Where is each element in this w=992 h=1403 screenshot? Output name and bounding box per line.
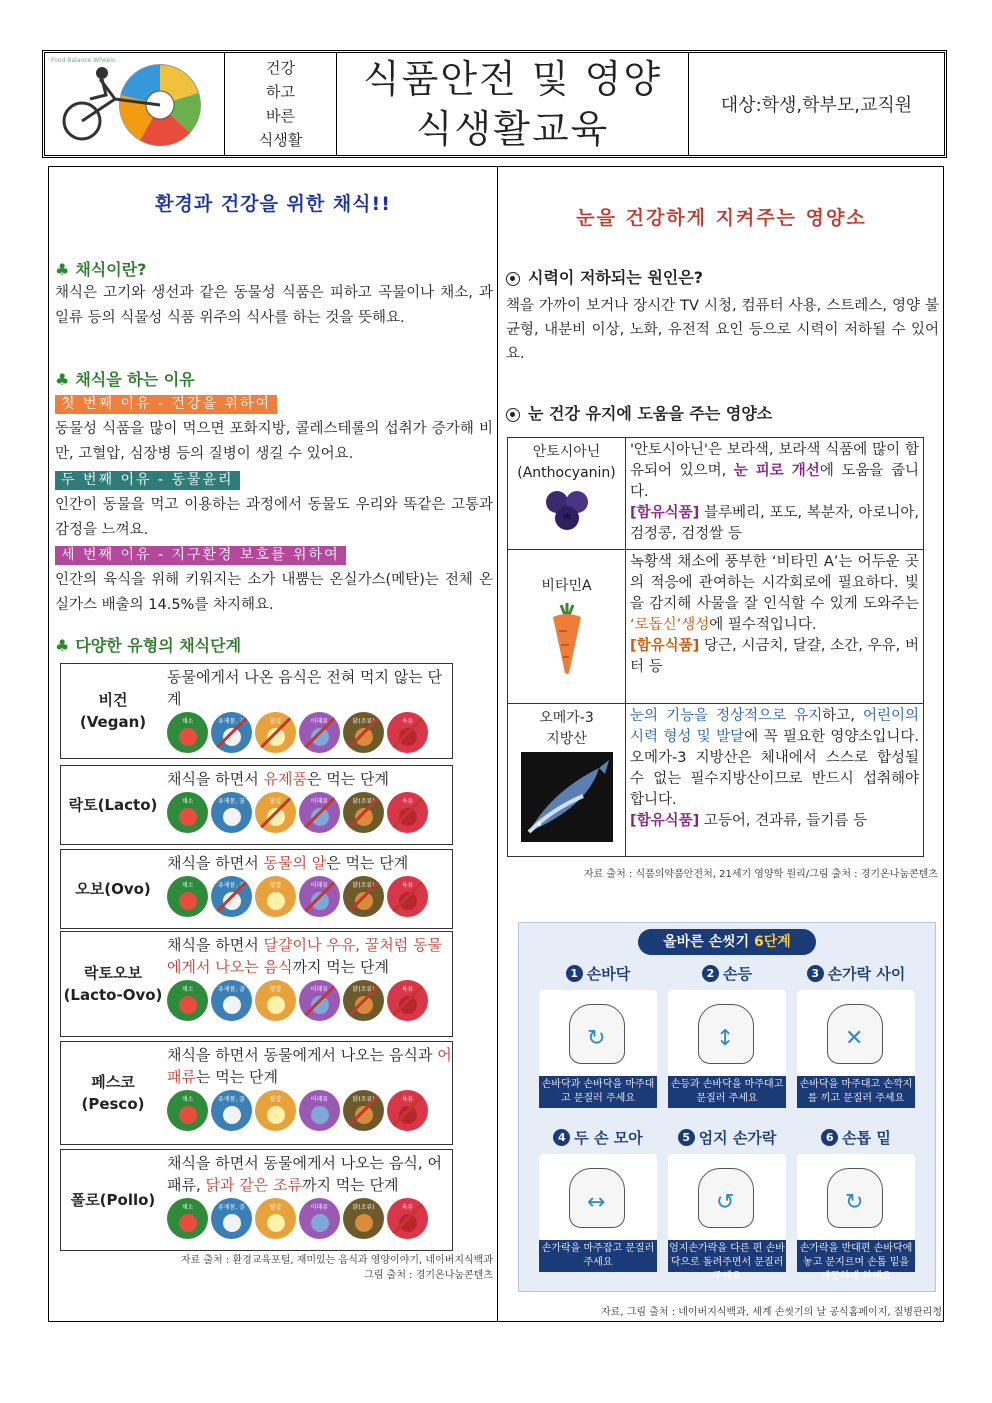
type-name-ko: 페스코 xyxy=(91,1073,135,1091)
food-group-label: 유제품, 꿀 xyxy=(218,1204,245,1211)
vegetarian-type-row xyxy=(60,849,453,929)
food-group-icon xyxy=(299,876,340,917)
food-group-icon xyxy=(211,980,252,1021)
food-group-icon xyxy=(211,1198,252,1239)
food-group-label: 달걀 xyxy=(269,1096,282,1103)
nutrient-highlight: 눈의 기능을 정상적으로 유지 xyxy=(630,708,823,724)
food-list: 당근, 시금치, 달걀, 소간, 우유, 버터 등 xyxy=(630,638,919,675)
motion-arrow-icon: ↻ xyxy=(845,1190,864,1215)
handwashing-title-steps: 6단계 xyxy=(754,934,791,950)
motion-arrow-icon: ↻ xyxy=(587,1026,606,1051)
type-body xyxy=(165,664,452,758)
food-group-label: 닭(조류) xyxy=(352,986,375,993)
food-icons xyxy=(167,876,452,917)
food-tag: [함유식품] xyxy=(630,638,700,654)
type-name xyxy=(61,766,165,844)
reason-text-2: 인간이 동물을 먹고 이용하는 과정에서 동물도 우리와 똑같은 고통과 감정을 느껴요. xyxy=(55,497,493,538)
type-desc-highlight: 닭과 같은 조류 xyxy=(205,1176,303,1194)
food-group-label: 닭(조류) xyxy=(352,882,375,889)
type-desc-text: 채식을 하면서 xyxy=(167,854,264,872)
type-desc-text: 채식을 하면서 동물에게서 나오는 음식과 xyxy=(167,1046,438,1064)
handwashing-title xyxy=(638,929,816,955)
food-group-icon xyxy=(299,712,340,753)
left-source xyxy=(57,1253,493,1283)
food-object-icon xyxy=(179,728,197,746)
food-group-label: 채소 xyxy=(181,1204,194,1211)
step-number: 6 xyxy=(821,1129,838,1146)
title-line-1: 식품안전 및 영양 xyxy=(362,57,663,101)
type-name xyxy=(61,1042,165,1144)
food-group-icon xyxy=(167,1198,208,1239)
step-heading xyxy=(539,963,657,984)
food-object-icon xyxy=(267,892,285,910)
food-object-icon xyxy=(311,1214,329,1232)
food-object-icon xyxy=(355,996,373,1014)
food-tag: [함유식품] xyxy=(630,813,700,829)
type-name xyxy=(61,664,165,758)
food-group-label: 어패류 xyxy=(310,1096,329,1103)
nutrient-table xyxy=(507,437,924,857)
blueberry-icon xyxy=(539,488,595,532)
type-desc-text: 까지 먹는 단계 xyxy=(292,958,389,976)
food-object-icon xyxy=(311,996,329,1014)
food-group-icon xyxy=(343,876,384,917)
food-group-icon xyxy=(255,1198,296,1239)
step-label: 손등 xyxy=(723,965,752,983)
food-object-icon xyxy=(267,996,285,1014)
step-heading xyxy=(797,1127,915,1148)
food-group-icon xyxy=(387,792,428,833)
types-heading-label: 다양한 유형의 채식단계 xyxy=(75,636,242,655)
bullet-icon xyxy=(506,272,520,286)
hand-icon xyxy=(668,990,786,1076)
food-object-icon xyxy=(355,1106,373,1124)
food-group-label: 육류 xyxy=(401,1096,414,1103)
type-name-ko: 비건 xyxy=(98,691,128,709)
food-group-icon xyxy=(299,1090,340,1131)
step-number: 2 xyxy=(702,965,719,982)
food-group-label: 닭(조류) xyxy=(352,718,375,725)
food-group-icon xyxy=(255,712,296,753)
club-icon: ♣ xyxy=(55,636,70,655)
cause-heading-label: 시력이 저하되는 원인은? xyxy=(528,268,703,287)
food-object-icon xyxy=(355,808,373,826)
side-line: 바른 xyxy=(266,107,295,125)
food-tag: [함유식품] xyxy=(630,505,700,521)
reason-bar-1: 첫 번째 이유 - 건강을 위하여 xyxy=(55,395,277,414)
motion-arrow-icon: ↕ xyxy=(716,1026,735,1051)
nutrient-name-cell xyxy=(508,438,626,549)
why-heading-label: 채식을 하는 이유 xyxy=(75,370,195,389)
food-object-icon xyxy=(179,808,197,826)
food-object-icon xyxy=(399,728,417,746)
food-group-label: 육류 xyxy=(401,986,414,993)
food-group-label: 채소 xyxy=(181,1096,194,1103)
type-description xyxy=(167,1152,452,1196)
food-group-label: 유제품, 꿀 xyxy=(218,718,245,725)
food-group-icon xyxy=(343,1198,384,1239)
step-number: 3 xyxy=(807,965,824,982)
nutrient-heading-label: 눈 건강 유지에 도움을 주는 영양소 xyxy=(528,404,773,423)
what-text: 채식은 고기와 생선과 같은 동물성 식품은 피하고 곡물이나 채소, 과일류 등의 식물성 식품 위주의 식사를 하는 것을 뜻해요. xyxy=(55,285,493,326)
food-group-label: 어패류 xyxy=(310,986,329,993)
food-object-icon xyxy=(179,1106,197,1124)
food-group-label: 닭(조류) xyxy=(352,1204,375,1211)
step-caption: 손등과 손바닥을 마주대고 문질러 주세요 xyxy=(668,1076,786,1108)
food-balance-wheel-logo xyxy=(45,53,225,155)
type-name-en: (Pesco) xyxy=(81,1095,145,1113)
food-group-icon xyxy=(387,1198,428,1239)
food-group-label: 달걀 xyxy=(269,986,282,993)
step-heading xyxy=(797,963,915,984)
food-icons xyxy=(167,980,452,1021)
food-object-icon xyxy=(311,728,329,746)
food-group-icon xyxy=(299,792,340,833)
step-heading xyxy=(668,1127,786,1148)
type-description xyxy=(167,1044,452,1088)
food-group-icon xyxy=(167,792,208,833)
food-group-label: 육류 xyxy=(401,1204,414,1211)
step-label: 손가락 사이 xyxy=(827,965,906,983)
type-description xyxy=(167,934,452,978)
nutrient-name-cell xyxy=(508,550,626,703)
mackerel-icon xyxy=(521,752,613,842)
nutrient-name: 비타민A xyxy=(541,578,592,594)
food-icons xyxy=(167,712,452,753)
food-object-icon xyxy=(267,1214,285,1232)
nutrient-highlight: 어린이의 시력 형성 및 발달 xyxy=(630,708,919,745)
motion-arrow-icon: ↔ xyxy=(587,1190,606,1215)
food-group-icon xyxy=(167,876,208,917)
food-group-icon xyxy=(343,792,384,833)
nutrient-desc-text: 에 필수적입니다. xyxy=(709,617,817,633)
food-group-icon xyxy=(167,712,208,753)
food-icons xyxy=(167,792,452,833)
food-group-label: 유제품, 꿀 xyxy=(218,986,245,993)
vegetarian-type-row xyxy=(60,663,453,759)
left-title: 환경과 건강을 위한 채식!! xyxy=(155,193,391,215)
food-group-label: 채소 xyxy=(181,718,194,725)
food-group-icon xyxy=(167,1090,208,1131)
what-heading xyxy=(55,257,146,280)
target-audience: 대상:학생,학부모,교직원 xyxy=(720,95,913,116)
handwashing-step xyxy=(539,1127,657,1272)
food-group-label: 육류 xyxy=(401,798,414,805)
type-desc-highlight: 달걀이나 우유, 꿀처럼 동물에게서 나오는 음식 xyxy=(167,936,442,976)
reason-bar-2: 두 번째 이유 - 동물윤리 xyxy=(55,471,240,490)
side-line: 하고 xyxy=(266,83,295,101)
food-object-icon xyxy=(223,808,241,826)
nutrient-desc-text: 에 도움을 줍니다. xyxy=(630,463,919,500)
food-group-icon xyxy=(343,1090,384,1131)
nutrient-name-en: (Anthocyanin) xyxy=(517,465,616,481)
nutrient-highlight: ‘로돕신’생성 xyxy=(630,617,710,633)
why-heading xyxy=(55,367,195,390)
food-group-icon xyxy=(255,980,296,1021)
food-group-icon xyxy=(299,980,340,1021)
type-desc-text: 채식을 하면서 동물에게서 나오는 음식, 어패류, xyxy=(167,1154,442,1194)
food-group-icon xyxy=(211,876,252,917)
type-desc-text: 까지 먹는 단계 xyxy=(302,1176,399,1194)
food-group-icon xyxy=(343,712,384,753)
type-desc-text: 채식을 하면서 xyxy=(167,936,264,954)
food-object-icon xyxy=(267,1106,285,1124)
food-object-icon xyxy=(399,1106,417,1124)
step-caption: 손바닥과 손바닥을 마주대고 문질러 주세요 xyxy=(539,1076,657,1108)
food-object-icon xyxy=(223,1106,241,1124)
handwashing-title-text: 올바른 손씻기 xyxy=(663,934,755,950)
type-desc-highlight: 동물의 알 xyxy=(263,854,327,872)
type-body xyxy=(165,1042,452,1144)
food-object-icon xyxy=(179,996,197,1014)
step-number: 1 xyxy=(566,965,583,982)
handwashing-step xyxy=(797,1127,915,1282)
hand-icon xyxy=(797,990,915,1076)
food-group-icon xyxy=(387,980,428,1021)
carrot-icon xyxy=(547,601,587,675)
food-object-icon xyxy=(355,728,373,746)
food-object-icon xyxy=(399,1214,417,1232)
type-name xyxy=(61,850,165,928)
nutrient-desc xyxy=(626,550,923,703)
food-object-icon xyxy=(223,1214,241,1232)
type-description xyxy=(167,768,452,790)
nutrient-highlight: 눈 피로 개선 xyxy=(733,463,820,479)
food-object-icon xyxy=(311,892,329,910)
handwashing-infographic xyxy=(518,922,936,1292)
reason-text-3: 인간의 육식을 위해 키워지는 소가 내뿜는 온실가스(메탄)는 전체 온실가스 배출의 14.5%를 차지해요. xyxy=(55,572,493,613)
food-object-icon xyxy=(179,1214,197,1232)
side-line: 식생활 xyxy=(258,131,303,149)
nutrient-name-en: 지방산 xyxy=(546,731,587,747)
food-group-label: 어패류 xyxy=(310,798,329,805)
type-desc-highlight: 어패류 xyxy=(167,1046,452,1086)
food-group-label: 채소 xyxy=(181,986,194,993)
hand-icon xyxy=(539,1154,657,1240)
step-label: 두 손 모아 xyxy=(574,1129,643,1147)
nutrient-desc-text: 하고, xyxy=(822,708,863,724)
main-content xyxy=(48,166,944,1322)
food-group-icon xyxy=(255,876,296,917)
type-name-ko: 오보(Ovo) xyxy=(75,880,151,898)
vegetarian-type-row xyxy=(60,1041,453,1145)
hand-icon xyxy=(797,1154,915,1240)
food-group-label: 육류 xyxy=(401,882,414,889)
type-body xyxy=(165,932,452,1036)
food-group-label: 유제품, 꿀 xyxy=(218,1096,245,1103)
side-line: 건강 xyxy=(266,59,295,77)
food-object-icon xyxy=(355,1214,373,1232)
step-caption: 손바닥을 마주대고 손깍지를 끼고 문질러 주세요 xyxy=(797,1076,915,1108)
food-object-icon xyxy=(399,892,417,910)
nutrient-name: 오메가-3 xyxy=(539,710,594,726)
food-object-icon xyxy=(267,808,285,826)
food-group-label: 달걀 xyxy=(269,718,282,725)
food-object-icon xyxy=(399,808,417,826)
food-group-icon xyxy=(255,792,296,833)
step-label: 엄지 손가락 xyxy=(698,1129,777,1147)
food-group-label: 채소 xyxy=(181,798,194,805)
type-body xyxy=(165,1150,452,1250)
nutrient-desc xyxy=(626,704,923,856)
right-column xyxy=(498,167,945,1321)
nutrient-row xyxy=(508,438,923,550)
step-heading xyxy=(668,963,786,984)
title-line-2: 식생활교육 xyxy=(415,107,610,151)
food-group-label: 어패류 xyxy=(310,882,329,889)
hand-icon xyxy=(668,1154,786,1240)
food-group-icon xyxy=(211,792,252,833)
handwashing-step xyxy=(539,963,657,1108)
type-desc-text: 은 먹는 단계 xyxy=(306,770,389,788)
food-group-label: 달걀 xyxy=(269,798,282,805)
type-description xyxy=(167,666,452,710)
type-body xyxy=(165,850,452,928)
hand-source: 자료, 그림 출처 : 네이버지식백과, 세계 손씻기의 날 공식홈페이지, 질병관리청 xyxy=(601,1307,942,1318)
food-group-label: 달걀 xyxy=(269,882,282,889)
food-object-icon xyxy=(223,892,241,910)
food-group-label: 어패류 xyxy=(310,718,329,725)
food-icons xyxy=(167,1198,452,1239)
type-desc-text: 채식을 하면서 xyxy=(167,770,264,788)
food-group-icon xyxy=(299,1198,340,1239)
nutrient-desc-text: 에 꼭 필요한 영양소입니다. 오메가-3 지방산은 체내에서 스스로 합성될 수 없는 필수지방산이므로 반드시 섭취해야 합니다. xyxy=(630,729,919,808)
food-group-icon xyxy=(167,980,208,1021)
food-group-label: 유제품, 꿀 xyxy=(218,798,245,805)
type-name-ko: 락토(Lacto) xyxy=(68,796,158,814)
food-object-icon xyxy=(311,808,329,826)
type-name-en: (Vegan) xyxy=(79,713,147,731)
type-name xyxy=(61,1150,165,1250)
step-caption: 손가락을 마주잡고 문질러 주세요 xyxy=(539,1240,657,1272)
step-heading xyxy=(539,1127,657,1148)
vegetarian-type-row xyxy=(60,931,453,1037)
vegetarian-type-row xyxy=(60,765,453,845)
club-icon: ♣ xyxy=(55,370,70,389)
right-source: 자료 출처 : 식품의약품안전처, 21세기 영양학 원리/그림 출처 : 경기온나눔콘텐츠 xyxy=(583,869,938,880)
nutrient-name: 안토시아닌 xyxy=(532,444,601,460)
food-object-icon xyxy=(267,728,285,746)
food-group-icon xyxy=(343,980,384,1021)
food-group-label: 채소 xyxy=(181,882,194,889)
what-heading-label: 채식이란? xyxy=(75,260,147,279)
type-desc-text: 는 먹는 단계 xyxy=(195,1068,278,1086)
type-description xyxy=(167,852,452,874)
food-group-icon xyxy=(387,876,428,917)
motion-arrow-icon: ↺ xyxy=(716,1190,735,1215)
nutrient-heading xyxy=(506,401,772,424)
logo-caption: Food Balance Wheels xyxy=(51,57,116,64)
left-source-line1: 자료 출처 : 환경교육포털, 재미있는 음식과 영양이야기, 네이버지식백과 xyxy=(180,1255,493,1266)
food-group-label: 닭(조류) xyxy=(352,798,375,805)
food-object-icon xyxy=(223,728,241,746)
food-object-icon xyxy=(223,996,241,1014)
food-object-icon xyxy=(399,996,417,1014)
motion-arrow-icon: ✕ xyxy=(845,1026,864,1051)
food-group-label: 육류 xyxy=(401,718,414,725)
food-list: 블루베리, 포도, 복분자, 아로니아, 검정콩, 검정쌀 등 xyxy=(630,505,919,542)
type-desc-text: 은 먹는 단계 xyxy=(326,854,409,872)
type-desc-highlight: 유제품 xyxy=(263,770,307,788)
nutrient-row xyxy=(508,550,923,704)
food-group-icon xyxy=(255,1090,296,1131)
type-name-ko: 락토오보 xyxy=(84,964,142,982)
food-group-icon xyxy=(211,1090,252,1131)
type-name-en: (Lacto-Ovo) xyxy=(63,986,163,1004)
hand-icon xyxy=(539,990,657,1076)
step-caption: 엄지손가락을 다른 편 손바닥으로 돌려주면서 문질러 주세요 xyxy=(668,1240,786,1272)
left-source-line2: 그림 출처 : 경기온나눔콘텐츠 xyxy=(364,1270,493,1281)
header xyxy=(42,50,947,158)
food-object-icon xyxy=(355,892,373,910)
reason-bar-3: 세 번째 이유 - 지구환경 보호를 위하여 xyxy=(55,546,346,565)
food-group-icon xyxy=(387,712,428,753)
food-object-icon xyxy=(179,892,197,910)
handwashing-step xyxy=(797,963,915,1108)
side-text xyxy=(225,53,337,155)
handwashing-step xyxy=(668,963,786,1108)
vegetarian-type-row xyxy=(60,1149,453,1251)
reason-text-1: 동물성 식품을 많이 먹으면 포화지방, 콜레스테롤의 섭취가 증가해 비만, 고혈압, 심장병 등의 질병이 생길 수 있어요. xyxy=(55,421,493,462)
food-group-icon xyxy=(211,712,252,753)
page-title xyxy=(337,53,689,155)
food-icons xyxy=(167,1090,452,1131)
food-list: 고등어, 견과류, 들기름 등 xyxy=(699,813,868,829)
step-label: 손톱 밑 xyxy=(842,1129,891,1147)
cause-text: 책을 가까이 보거나 장시간 TV 시청, 컴퓨터 사용, 스트레스, 영양 불균형, 내분비 이상, 노화, 유전적 요인 등으로 시력이 저하될 수 있어요. xyxy=(506,298,939,362)
cause-heading xyxy=(506,265,703,288)
step-label: 손바닥 xyxy=(586,965,631,983)
nutrient-desc xyxy=(626,438,923,549)
food-group-label: 유제품, 꿀 xyxy=(218,882,245,889)
types-heading xyxy=(55,633,241,656)
step-number: 4 xyxy=(553,1129,570,1146)
club-icon: ♣ xyxy=(55,260,70,279)
nutrient-desc-text: '안토시아닌'은 보라색, 보라색 식품에 많이 함유되어 있으며, xyxy=(630,442,919,479)
bullet-icon xyxy=(506,408,520,422)
right-title: 눈을 건강하게 지켜주는 영양소 xyxy=(576,207,867,229)
step-number: 5 xyxy=(678,1129,695,1146)
left-column xyxy=(49,167,497,1321)
nutrient-desc-text: 녹황색 채소에 풍부한 ‘비타민 A’는 어두운 곳의 적응에 관여하는 시각회로에 필요하다. 빛을 감지해 사물을 잘 인식할 수 있게 도와주는 xyxy=(630,554,919,612)
step-caption: 손가락을 반대편 손바닥에 놓고 문지르며 손톱 밑을 깨끗하게 하세요 xyxy=(797,1240,915,1272)
nutrient-row xyxy=(508,704,923,856)
nutrient-name-cell xyxy=(508,704,626,856)
type-body xyxy=(165,766,452,844)
type-desc-text: 동물에게서 나온 음식은 전혀 먹지 않는 단계 xyxy=(167,668,442,708)
bicycle-wheel-icon xyxy=(60,59,210,149)
food-group-label: 달걀 xyxy=(269,1204,282,1211)
handwashing-step xyxy=(668,1127,786,1282)
food-group-label: 닭(조류) xyxy=(352,1096,375,1103)
type-name xyxy=(61,932,165,1036)
food-object-icon xyxy=(311,1106,329,1124)
food-group-icon xyxy=(387,1090,428,1131)
food-group-label: 어패류 xyxy=(310,1204,329,1211)
type-name-ko: 폴로(Pollo) xyxy=(70,1191,156,1209)
